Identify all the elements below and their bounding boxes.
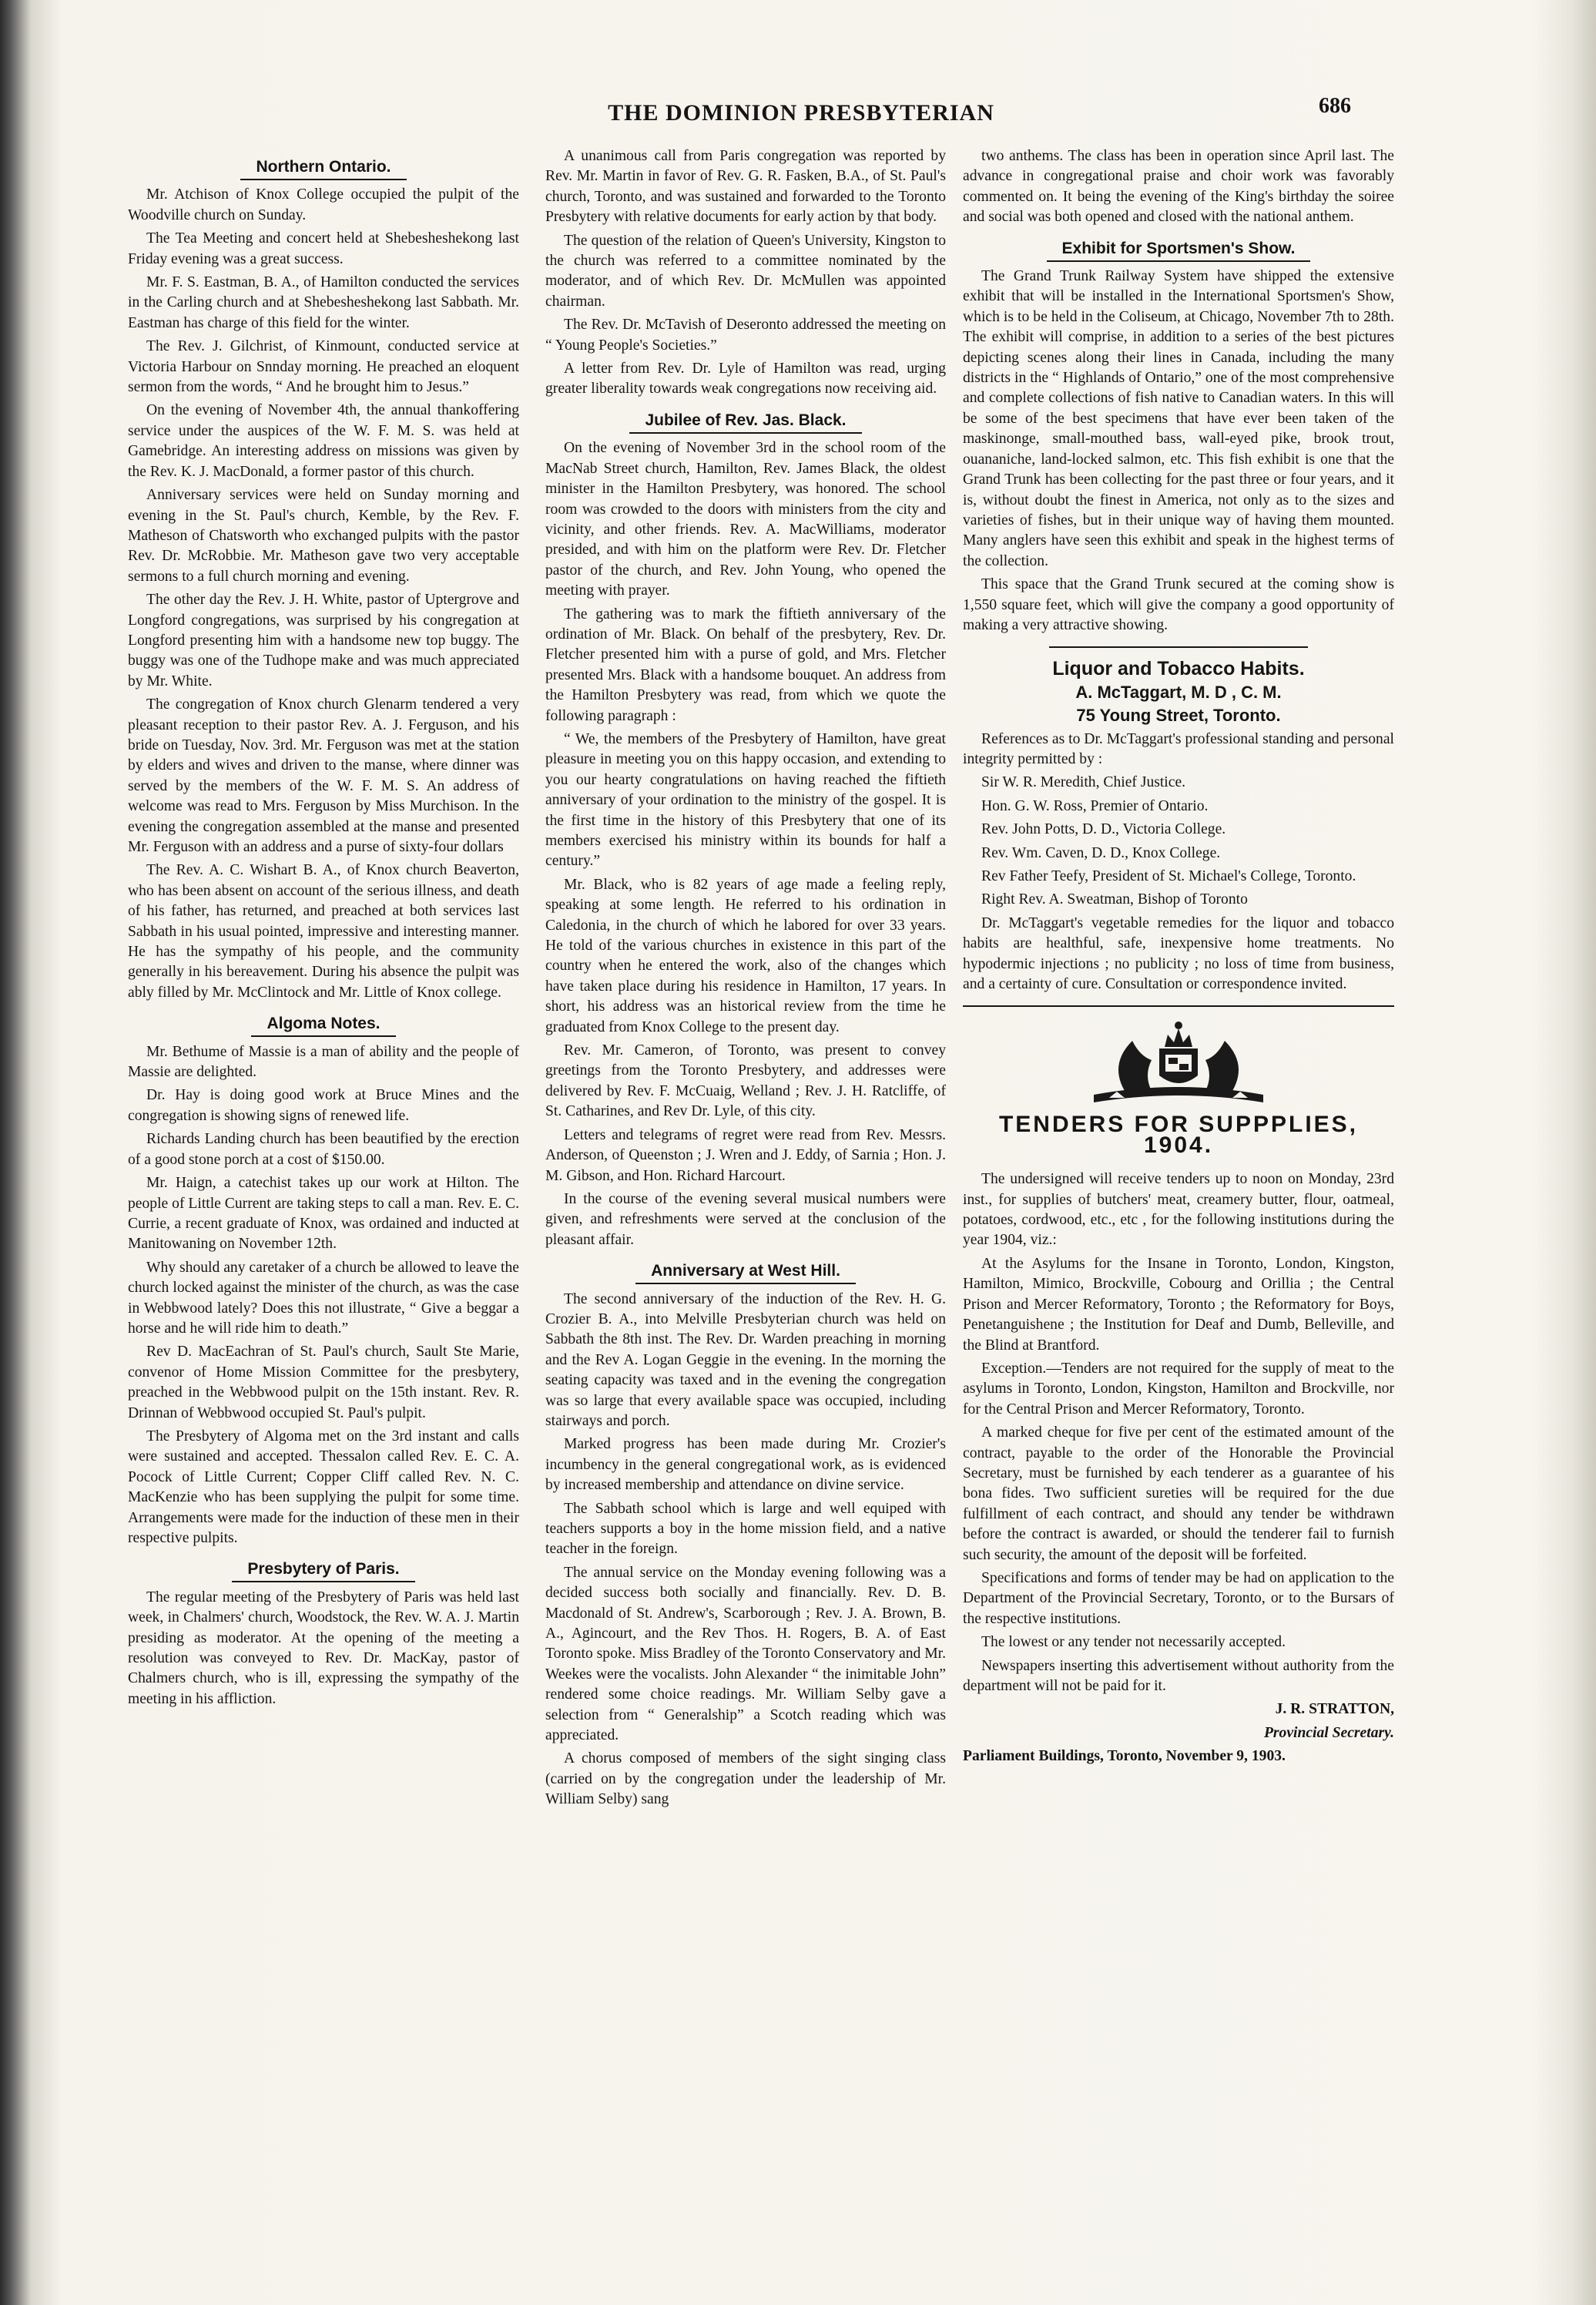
article-paragraph: Mr. Bethume of Massie is a man of ability and the people of Massie are delighted. [128,1043,519,1081]
section-heading-algoma-notes: Algoma Notes. [128,1014,519,1034]
article-paragraph: Why should any caretaker of a church be allowed to leave the church locked against the minister of the church, as was the case in Webbwood lately? Does this not illustrate, “ Give a beggar a horse and he will ride him to death.” [128,1259,519,1337]
ad-doctor-name: A. McTaggart, M. D , C. M. [1075,682,1282,702]
reference-item: Rev. Wm. Caven, D. D., Knox College. [981,844,1221,861]
article-paragraph: A unanimous call from Paris congregation was reported by Rev. Mr. Martin in favor of Rev. G. R. Fasken, B.A., of St. Paul's church, Toronto, and was sustained and forwarded to the Toronto Presbytery with relative documents for early action by that body. [545,148,946,226]
article-paragraph: two anthems. The class has been in operation since April last. The advance in congregational praise and choir work was favorably commented on. It being the evening of the King's birthday the soiree and social was both opened and closed with the national anthem. [963,148,1394,226]
article-paragraph: The congregation of Knox church Glenarm tendered a very pleasant reception to their pastor Rev. A. J. Ferguson, and his bride on Tuesday, Nov. 3rd. Mr. Ferguson was met at the station by elders and wives and driven to the manse, where dinner was served by the members of the W. F. M. S. An address of welcome was read to Mrs. Ferguson by Miss Murchison. In the evening the congregation assembled at the manse and presented Mr. Ferguson with an address and a purse of sixty-four dollars [128,696,519,855]
ad-closing: Dr. McTaggart's vegetable remedies for the liquor and tobacco habits are healthful, safe, inexpensive home treatments. No hypodermic injections ; no publicity ; no loss of time from business, and a certainty of cure. Consultation or correspondence invited. [963,914,1394,993]
article-paragraph: The Grand Trunk Railway System have shipped the extensive exhibit that will be installed in the International Sportsmen's Show, which is to be held in the Coliseum, at Chicago, November 7th to 28th. The exhibit will comprise, in addition to a series of the best pictures depicting scenes along their lines in Canada, including the many districts in the “ Highlands of Ontario,” one of the most comprehensive and complete collections of fish native to Canadian waters. In this will be some of the best specimens that have ever been taken of the maskinonge, small-mouthed bass, wall-eyed pike, brook trout, ouananiche, land-locked salmon, etc. This fish exhibit is one that the Grand Trunk has been collecting for the past three or four years, and it is, without doubt the finest in America, not only as to the sizes and varieties of fishes, but in their unique way of having them mounted. Many anglers have seen this exhibit and speak in the highest terms of the collection. [963,268,1394,569]
article-paragraph: The Rev. Dr. McTavish of Deseronto addressed the meeting on “ Young People's Societies.” [545,317,946,354]
article-paragraph: The Rev. A. C. Wishart B. A., of Knox church Beaverton, who has been absent on account of the serious illness, and death of his father, has returned, and preached at both services last Sabbath in his usual pointed, impressive and interesting manner. He has the sympathy of his people, and the community generally in his bereavement. During his absence the pulpit was ably filled by Mr. McClintock and Mr. Little of Knox college. [128,862,519,1001]
article-paragraph: Rev. Mr. Cameron, of Toronto, was present to convey greetings from the Toronto Presbytery, and addresses were delivered by Rev. F. McCuaig, Welland ; Rev. J. H. Ratcliffe, of St. Catharines, and Rev Dr. Lyle, of this city. [545,1042,946,1120]
signature-name: J. R. STRATTON, [1275,1701,1394,1718]
article-paragraph: Marked progress has been made during Mr. Crozier's incumbency in the general congregational work, as is evidenced by increased membership and attendance on divine service. [545,1436,946,1494]
article-paragraph: The second anniversary of the induction of the Rev. H. G. Crozier B. A., into Melville Presbyterian church was held on Sabbath the 8th inst. The Rev. Dr. Warden preaching in morning and the Rev A. Logan Geggie in the evening. In the morning the seating capacity was taxed and in the evening the congregation was so large that every available space was occupied, including stairways and porch. [545,1290,946,1429]
column-1 [128,146,519,1713]
ad-address: 75 Young Street, Toronto. [1076,706,1281,726]
reference-item: Hon. G. W. Ross, Premier of Ontario. [981,797,1209,814]
section-heading-sportsmen-show: Exhibit for Sportsmen's Show. [963,239,1394,259]
section-heading-northern-ontario: Northern Ontario. [128,157,519,177]
article-paragraph: Mr. F. S. Eastman, B. A., of Hamilton conducted the services in the Carling church and at Shebesheshekong last Sabbath. Mr. Eastman has charge of this field for the winter. [128,274,519,331]
article-paragraph: Letters and telegrams of regret were read from Rev. Messrs. Anderson, of Queenston ; J. Wren and J. Eddy, of Sarnia ; Hon. J. M. Gibson, and Hon. Richard Harcourt. [545,1126,946,1184]
article-paragraph: Newspapers inserting this advertisement without authority from the department will not be paid for it. [963,1657,1394,1694]
article-paragraph: The Presbytery of Algoma met on the 3rd instant and calls were sustained and accepted. Thessalon called Rev. E. C. A. Pocock of Little Current; Copper Cliff called Rev. N. C. MacKenzie who has been supplying the pulpit for some time. Arrangements were made for the induction of these men in their respective pulpits. [128,1428,519,1546]
article-paragraph: The undersigned will receive tenders up to noon on Monday, 23rd inst., for supplies of butchers' meat, creamery butter, flour, oatmeal, potatoes, cordwood, etc., etc , for the following institutions during the year 1904, viz.: [963,1171,1394,1249]
article-paragraph: This space that the Grand Trunk secured at the coming show is 1,550 square feet, which will give the company a good opportunity of making a very attractive showing. [963,576,1394,633]
article-paragraph: Mr. Black, who is 82 years of age made a feeling reply, speaking at some length. He referred to his ordination in Caledonia, in the church of which he labored for over 33 years. He told of the various churches in existence in this part of the country when he entered the work, also of the changes which have taken place during his residence in Hamilton, 17 years. In short, his address was an historical review from the time he graduated from Knox College to the present day. [545,876,946,1035]
article-paragraph: The Tea Meeting and concert held at Shebesheshekong last Friday evening was a great success. [128,230,519,267]
article-paragraph: The lowest or any tender not necessarily accepted. [981,1634,1286,1651]
page-number: 686 [1319,94,1351,118]
section-heading-jubilee: Jubilee of Rev. Jas. Black. [545,411,946,431]
article-paragraph: Specifications and forms of tender may be had on application to the Department of the Provincial Secretary, Toronto, or to the Bursars of the respective institutions. [963,1569,1394,1627]
reference-item: Right Rev. A. Sweatman, Bishop of Toronto [981,891,1248,908]
article-paragraph: Anniversary services were held on Sunday morning and evening in the St. Paul's church, Kemble, by the Rev. F. Matheson of Chatsworth who exchanged pulpits with the pastor Rev. Dr. McRobbie. Mr. Matheson gave two very acceptable sermons to a full church morning and evening. [128,487,519,585]
article-paragraph: Richards Landing church has been beautified by the erection of a good stone porch at a cost of $150.00. [128,1131,519,1168]
section-heading-west-hill: Anniversary at West Hill. [545,1261,946,1281]
article-paragraph: At the Asylums for the Insane in Toronto, London, Kingston, Hamilton, Mimico, Brockville, Cobourg and Orillia ; the Central Prison and Mercer Reformatory, Toronto ; the Reformatory for Boys, Penetanguishene ; the Institution for Deaf and Dumb, Belleville, and the Blind at Brantford. [963,1255,1394,1354]
article-paragraph: The other day the Rev. J. H. White, pastor of Uptergrove and Longford congregations, was surprised by his congregation at Longford presenting him with a handsome new top buggy. The buggy was one of the Tudhope make and was much appreciated by Mr. White. [128,592,519,689]
ad-intro: References as to Dr. McTaggart's professional standing and personal integrity permitted by : [963,730,1394,767]
article-paragraph: A letter from Rev. Dr. Lyle of Hamilton was read, urging greater liberality towards weak congregations now receiving aid. [545,361,946,398]
article-paragraph: The question of the relation of Queen's University, Kingston to the church was referred to a committee nominated by the moderator, and of which Rev. Dr. McMullen was appointed chairman. [545,232,946,310]
column-3 [963,146,1394,1770]
article-paragraph: Rev D. MacEachran of St. Paul's church, Sault Ste Marie, convenor of Home Mission Committee for the presbytery, preached in the Webbwood pulpit on the 15th instant. Rev. R. Drinnan of Webbwood occupied St. Paul's pulpit. [128,1344,519,1421]
article-paragraph: Exception.—Tenders are not required for the supply of meat to the asylums in Toronto, London, Kingston, Hamilton and Brockville, nor for the Central Prison and Mercer Reformatory, Toronto. [963,1360,1394,1418]
signature-place: Parliament Buildings, Toronto, November 9, 1903. [963,1748,1286,1765]
divider [1049,646,1308,648]
reference-item: Sir W. R. Meredith, Chief Justice. [981,774,1186,791]
ad-title-liquor-tobacco: Liquor and Tobacco Habits. [1052,658,1305,680]
article-paragraph: Dr. Hay is doing good work at Bruce Mines and the congregation is showing signs of renewed life. [128,1087,519,1124]
article-paragraph: Mr. Atchison of Knox College occupied the pulpit of the Woodville church on Sunday. [128,186,519,223]
article-paragraph: The Rev. J. Gilchrist, of Kinmount, conducted service at Victoria Harbour on Snnday morning. He preached an eloquent sermon from the words, “ And he brought him to Jesus.” [128,338,519,396]
article-paragraph: The annual service on the Monday evening following was a decided success both socially and financially. Rev. D. B. Macdonald of St. Andrew's, Scarborough ; Rev. J. A. Brown, B. A., Agincourt, and the Rev Thos. H. Rogers, B. A. of East Toronto spoke. Miss Bradley of the Toronto Conservatory and Mr. Weekes were the vocalists. John Alexander “ the inimitable John” rendered some choice readings. Mr. William Selby gave a selection from “ Generalship” a Scotch reading which was appreciated. [545,1564,946,1744]
column-2 [545,146,946,1813]
article-paragraph: Mr. Haign, a catechist takes up our work at Hilton. The people of Little Current are taking steps to call a man. Rev. E. C. Currie, a recent graduate of Knox, was ordained and inducted at Manitowaning on November 12th. [128,1175,519,1253]
signature-title: Provincial Secretary. [1263,1724,1394,1741]
article-paragraph: A marked cheque for five per cent of the estimated amount of the contract, payable to the order of the Honorable the Provincial Secretary, must be furnished by each tenderer as a guarantee of his bona fides. Two sufficient sureties will be required for the due fulfillment of each contract, and should any tender be withdrawn before the contract is awarded, or should the tenderer fail to furnish such security, the amount of the deposit will be forfeited. [963,1424,1394,1563]
article-paragraph: In the course of the evening several musical numbers were given, and refreshments were served at the conclusion of the pleasant affair. [545,1190,946,1248]
reference-item: Rev. John Potts, D. D., Victoria College. [981,821,1226,838]
article-paragraph: On the evening of November 3rd in the school room of the MacNab Street church, Hamilton, Rev. James Black, the oldest minister in the Hamilton Presbytery, was honored. The school room was crowded to the doors with ministers from the city and vicinity, and other friends. Rev. A. MacWilliams, moderator presided, and with him on the platform were Rev. Dr. Fletcher pastor of the church, and Rev. John Young, who opened the meeting with prayer. [545,440,946,599]
article-paragraph: The Sabbath school which is large and well equiped with teachers supports a boy in the home mission field, and a native teacher in the foreign. [545,1500,946,1558]
article-paragraph: The gathering was to mark the fiftieth anniversary of the ordination of Mr. Black. On behalf of the presbytery, Rev. Dr. Fletcher presented him with a purse of gold, and Mrs. Fletcher presented Mrs. Black with a handsome bouquet. An address from the Hamilton Presbytery was read, from which we quote the following paragraph : [545,606,946,724]
ad-title-tenders: TENDERS FOR SUPPPLIES, 1904. [998,1112,1359,1158]
section-heading-presbytery-paris: Presbytery of Paris. [128,1559,519,1579]
article-paragraph: A chorus composed of members of the sight singing class (carried on by the congregation under the leadership of Mr. William Selby) sang [545,1750,946,1808]
divider [963,1005,1394,1007]
article-paragraph: The regular meeting of the Presbytery of Paris was held last week, in Chalmers' church, Woodstock, the Rev. W. A. J. Martin presiding as moderator. At the opening of the meeting a resolution was conveyed to Rev. Dr. MacKay, pastor of Chalmers church, who is ill, expressing the sympathy of the meeting in his affliction. [128,1589,519,1707]
article-paragraph: “ We, the members of the Presbytery of Hamilton, have great pleasure in meeting you on this happy occasion, and extending to you our hearty congratulations on having reached the fiftieth anniversary of your ordination to the ministry of the gospel. It is the first time in the history of this Presbytery that one of its members exercised his ministry within its bounds for half a century.” [545,730,946,870]
article-paragraph: On the evening of November 4th, the annual thankoffering service under the auspices of the W. F. M. S. was held at Gamebridge. An interesting address on missions was given by the Rev. K. J. MacDonald, a former pastor of this church. [128,402,519,480]
masthead-title: THE DOMINION PRESBYTERIAN [608,100,994,126]
royal-coat-of-arms-icon [1078,1018,1279,1110]
reference-item: Rev Father Teefy, President of St. Michael's College, Toronto. [981,868,1356,884]
